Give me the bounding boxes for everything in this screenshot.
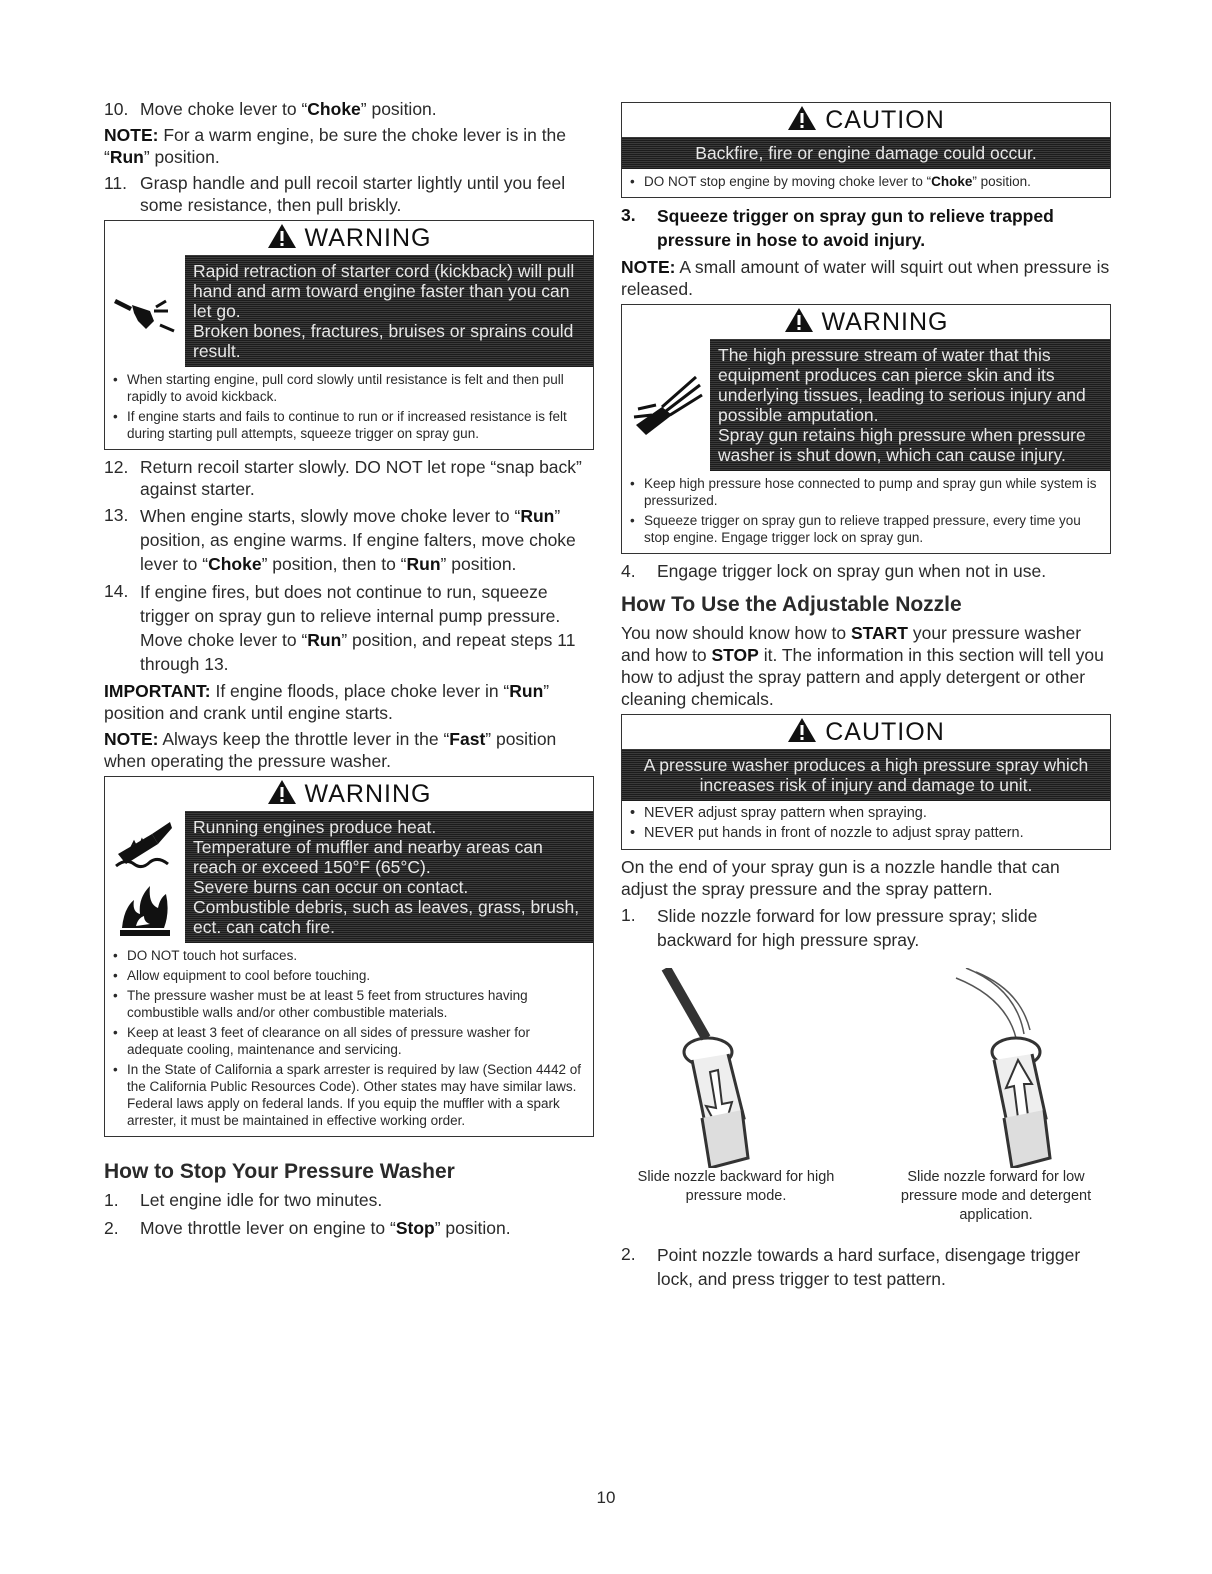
warning-heat-message: Running engines produce heat. Temperature of muffler and nearby areas can reach or exceed 150°F (65°C). Severe burns can occur on contact. Combustible debris, such as leaves, grass, brush, ect. can catch fire. [185,811,593,943]
alert-triangle-icon [267,779,297,805]
left-column [104,98,594,1243]
step-3: 3. Squeeze trigger on spray gun to relieve trapped pressure in hose to avoid injury. [621,205,1054,250]
warning-kickback-message: Rapid retraction of starter cord (kickback) will pull hand and arm toward engine faster than you can let go. Broken bones, fractures, bruises or sprains could result. [185,255,593,367]
figure-forward: Slide nozzle forward for low pressure mode and detergent application. [881,968,1111,1225]
nozzle-backward-illustration [636,968,836,1168]
heading-stop-pressure-washer: How to Stop Your Pressure Washer [104,1160,455,1183]
nozzle-intro: You now should know how to START your pressure washer and how to STOP it. The information in this section will tell you how to adjust the spray pattern and apply detergent or other cleaning chemicals. [621,623,1104,709]
step-4: 4. Engage trigger lock on spray gun when not in use. [621,561,1047,581]
alert-triangle-icon [787,105,817,131]
step-10: 10. Move choke lever to “Choke” position. [104,99,437,119]
warning-title: WARNING [622,305,1110,339]
warning-heat-box [104,776,594,1137]
step-14: 14. If engine fires, but does not continue to run, squeeze trigger on spray gun to relieve internal pump pressure. Move choke lever to “Run” position, and repeat steps 11 through 13. [104,581,576,674]
caution-title: CAUTION [622,715,1110,749]
nozzle-step-2: 2. Point nozzle towards a hard surface, disengage trigger lock, and press trigger to test pattern. [621,1244,1081,1289]
right-column [621,98,1111,1295]
warning-heat-bullets: • DO NOT touch hot surfaces. • Allow equipment to cool before touching. • The pressure washer must be at least 5 feet from structures having combustible walls and/or other combustible materials. • Keep at least 3 feet of clearance on all sides of pressure washer for adequate cooling, maintenance and servicing. • In the State of California a spark arrester is required by law (Section 4442 of the California Public Resources Code). Other states may have similar laws. Federal laws apply on federal lands. If you equip the muffler with a spark arrester, it must be maintained in effective working order. [105,943,593,1136]
stop-step-1: 1. Let engine idle for two minutes. [104,1190,383,1210]
heading-adjustable-nozzle: How To Use the Adjustable Nozzle [621,593,962,616]
caution-backfire-bullets: • DO NOT stop engine by moving choke lever to “Choke” position. [622,169,1110,197]
caution-spray-message: A pressure washer produces a high pressure spray which increases risk of injury and damage to unit. [622,749,1110,801]
alert-triangle-icon [787,717,817,743]
important-flood: IMPORTANT: If engine floods, place choke lever in “Run” position and crank until engine starts. [104,681,550,723]
nozzle-forward-illustration [896,968,1096,1168]
kickback-hand-icon [105,255,185,367]
caution-backfire-message: Backfire, fire or engine damage could occur. [622,137,1110,169]
figure-backward: Slide nozzle backward for high pressure mode. [621,968,851,1225]
alert-triangle-icon [784,307,814,333]
step-11: 11. Grasp handle and pull recoil starter lightly until you feel some resistance, then pull briskly. [104,173,566,215]
caution-spray-bullets: • NEVER adjust spray pattern when spraying. • NEVER put hands in front of nozzle to adjust spray pattern. [622,801,1110,849]
caution-backfire-box [621,102,1111,198]
note-warm-engine: NOTE: For a warm engine, be sure the choke lever is in the “Run” position. [104,125,567,167]
nozzle-description: On the end of your spray gun is a nozzle handle that can adjust the spray pressure and the spray pattern. [621,857,1060,899]
step-13: 13. When engine starts, slowly move choke lever to “Run” position, as engine warms. If engine falters, move choke lever to “Choke” position, then to “Run” position. [104,505,576,574]
note-squirt: NOTE: A small amount of water will squirt out when pressure is released. [621,257,1110,299]
fire-icon [112,878,178,940]
note-throttle: NOTE: Always keep the throttle lever in the “Fast” position when operating the pressure washer. [104,729,557,771]
warning-kickback-bullets: • When starting engine, pull cord slowly until resistance is felt and then pull rapidly to avoid kickback. • If engine starts and fails to continue to run or if increased resistance is felt during starting pull attempts, squeeze trigger on spray gun. [105,367,593,449]
warning-title: WARNING [105,221,593,255]
hot-surface-icon [112,814,178,872]
warning-title: WARNING [105,777,593,811]
high-pressure-injection-icon [622,339,710,471]
warning-pressure-message: The high pressure stream of water that this equipment produces can pierce skin and its underlying tissues, leading to serious injury and possible amputation. Spray gun retains high pressure when pressure washer is shut down, which can cause injury. [710,339,1110,471]
warning-kickback-box [104,220,594,450]
warning-pressure-box [621,304,1111,554]
page-number: 10 [596,1488,616,1507]
caution-title: CAUTION [622,103,1110,137]
caution-spray-box [621,714,1111,850]
step-12: 12. Return recoil starter slowly. DO NOT let rope “snap back” against starter. [104,457,582,499]
stop-step-2: 2. Move throttle lever on engine to “Stop” position. [104,1218,511,1238]
nozzle-step-1: 1. Slide nozzle forward for low pressure spray; slide backward for high pressure spray. [621,905,1038,950]
alert-triangle-icon [267,223,297,249]
nozzle-figures [621,968,1111,1225]
warning-pressure-bullets: • Keep high pressure hose connected to pump and spray gun while system is pressurized. • Squeeze trigger on spray gun to relieve trapped pressure, every time you stop engine. Engage trigger lock on spray gun. [622,471,1110,553]
